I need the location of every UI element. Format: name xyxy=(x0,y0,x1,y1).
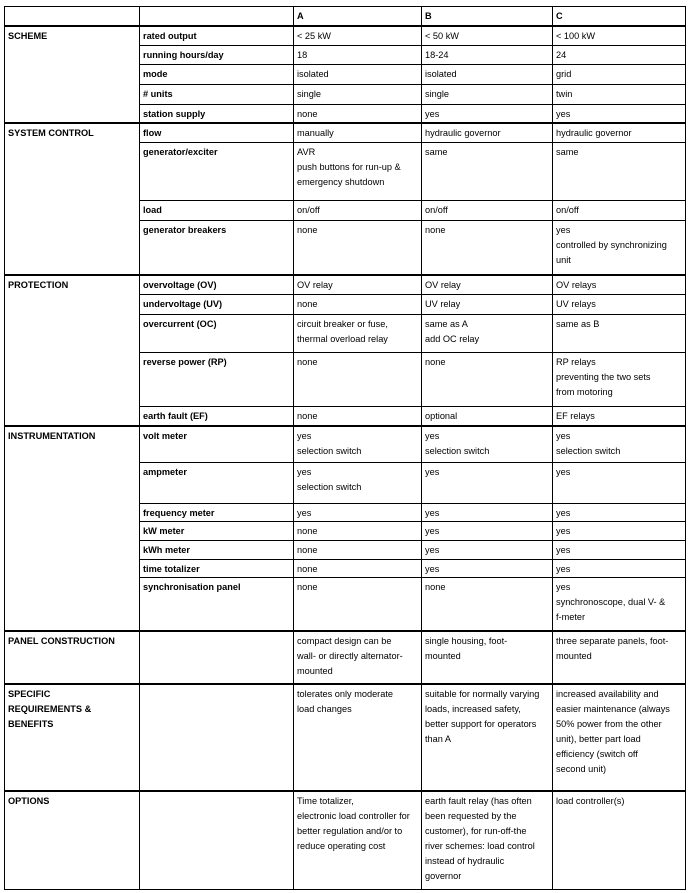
param-cell: flow xyxy=(140,123,294,142)
table-row xyxy=(5,26,686,46)
cell-b: yes xyxy=(422,503,553,522)
cell-b: < 50 kW xyxy=(422,26,553,46)
param-cell xyxy=(140,684,294,791)
category-panel-construction: PANEL CONSTRUCTION xyxy=(5,631,140,685)
cell-b: earth fault relay (has often been requested by the customer), for run-off-the river schemes: load control instead of hydraulic governor xyxy=(422,791,553,890)
cell-c: grid xyxy=(553,65,686,85)
param-cell: earth fault (EF) xyxy=(140,406,294,425)
cell-c: increased availability and easier maintenance (always 50% power from the other unit), better part load efficiency (switch off second unit) xyxy=(553,684,686,791)
cell-c: load controller(s) xyxy=(553,791,686,890)
cell-b: yes selection switch xyxy=(422,426,553,463)
cell-c: same xyxy=(553,143,686,201)
param-cell xyxy=(140,791,294,890)
cell-b: OV relay xyxy=(422,275,553,295)
cell-b: yes xyxy=(422,104,553,123)
cell-a: none xyxy=(294,559,422,578)
cell-b: same xyxy=(422,143,553,201)
header-blank-parameter xyxy=(140,7,294,26)
cell-c: yes xyxy=(553,540,686,559)
table-row xyxy=(5,684,686,791)
cell-a: < 25 kW xyxy=(294,26,422,46)
cell-b: suitable for normally varying loads, increased safety, better support for operators than A xyxy=(422,684,553,791)
cell-c: yes xyxy=(553,104,686,123)
cell-b: hydraulic governor xyxy=(422,123,553,142)
param-cell: volt meter xyxy=(140,426,294,463)
header-blank-category xyxy=(5,7,140,26)
cell-b: 18-24 xyxy=(422,45,553,65)
cell-c: on/off xyxy=(553,201,686,221)
cell-c: twin xyxy=(553,85,686,105)
cell-b: UV relay xyxy=(422,295,553,315)
param-cell: mode xyxy=(140,65,294,85)
cell-b: single xyxy=(422,85,553,105)
param-cell: kWh meter xyxy=(140,540,294,559)
table-row xyxy=(5,275,686,295)
cell-b: yes xyxy=(422,559,553,578)
param-cell: station supply xyxy=(140,104,294,123)
cell-c: OV relays xyxy=(553,275,686,295)
param-cell: overcurrent (OC) xyxy=(140,314,294,352)
param-cell: time totalizer xyxy=(140,559,294,578)
param-cell: ampmeter xyxy=(140,463,294,503)
cell-a: tolerates only moderate load changes xyxy=(294,684,422,791)
cell-a: single xyxy=(294,85,422,105)
cell-b: none xyxy=(422,220,553,275)
header-option-b: B xyxy=(422,7,553,26)
category-protection: PROTECTION xyxy=(5,275,140,426)
table-row xyxy=(5,123,686,142)
cell-a: none xyxy=(294,540,422,559)
param-cell: synchronisation panel xyxy=(140,578,294,631)
category-scheme: SCHEME xyxy=(5,26,140,124)
specification-table xyxy=(4,6,686,890)
cell-b: none xyxy=(422,578,553,631)
cell-a: none xyxy=(294,220,422,275)
cell-c: three separate panels, foot- mounted xyxy=(553,631,686,685)
param-cell: rated output xyxy=(140,26,294,46)
cell-b: isolated xyxy=(422,65,553,85)
cell-a: yes selection switch xyxy=(294,426,422,463)
table-header-row xyxy=(5,7,686,26)
cell-a: none xyxy=(294,578,422,631)
cell-a: none xyxy=(294,295,422,315)
cell-c: yes synchronoscope, dual V- & f-meter xyxy=(553,578,686,631)
cell-a: compact design can be wall- or directly alternator- mounted xyxy=(294,631,422,685)
cell-c: yes xyxy=(553,559,686,578)
cell-c: hydraulic governor xyxy=(553,123,686,142)
cell-a: none xyxy=(294,406,422,425)
cell-b: none xyxy=(422,353,553,407)
header-option-c: C xyxy=(553,7,686,26)
cell-c: RP relays preventing the two sets from motoring xyxy=(553,353,686,407)
category-instrumentation: INSTRUMENTATION xyxy=(5,426,140,631)
cell-a: yes selection switch xyxy=(294,463,422,503)
cell-a: none xyxy=(294,104,422,123)
param-cell: undervoltage (UV) xyxy=(140,295,294,315)
category-options: OPTIONS xyxy=(5,791,140,890)
param-cell: kW meter xyxy=(140,522,294,541)
cell-a: on/off xyxy=(294,201,422,221)
cell-c: yes xyxy=(553,522,686,541)
cell-b: same as A add OC relay xyxy=(422,314,553,352)
cell-a: 18 xyxy=(294,45,422,65)
cell-c: yes xyxy=(553,463,686,503)
cell-a: Time totalizer, electronic load controller for better regulation and/or to reduce operating cost xyxy=(294,791,422,890)
cell-c: yes xyxy=(553,503,686,522)
cell-a: none xyxy=(294,522,422,541)
cell-c: UV relays xyxy=(553,295,686,315)
cell-a: circuit breaker or fuse, thermal overload relay xyxy=(294,314,422,352)
param-cell: load xyxy=(140,201,294,221)
cell-b: optional xyxy=(422,406,553,425)
param-cell: generator/exciter xyxy=(140,143,294,201)
param-cell xyxy=(140,631,294,685)
table-row xyxy=(5,791,686,890)
param-cell: overvoltage (OV) xyxy=(140,275,294,295)
cell-c: EF relays xyxy=(553,406,686,425)
cell-b: single housing, foot- mounted xyxy=(422,631,553,685)
header-option-a: A xyxy=(294,7,422,26)
cell-c: 24 xyxy=(553,45,686,65)
param-cell: frequency meter xyxy=(140,503,294,522)
param-cell: reverse power (RP) xyxy=(140,353,294,407)
cell-c: same as B xyxy=(553,314,686,352)
cell-a: AVR push buttons for run-up & emergency shutdown xyxy=(294,143,422,201)
param-cell: generator breakers xyxy=(140,220,294,275)
cell-c: yes controlled by synchronizing unit xyxy=(553,220,686,275)
cell-a: none xyxy=(294,353,422,407)
param-cell: running hours/day xyxy=(140,45,294,65)
cell-a: yes xyxy=(294,503,422,522)
table-row xyxy=(5,631,686,685)
cell-b: on/off xyxy=(422,201,553,221)
cell-b: yes xyxy=(422,540,553,559)
cell-a: OV relay xyxy=(294,275,422,295)
cell-b: yes xyxy=(422,463,553,503)
category-system-control: SYSTEM CONTROL xyxy=(5,123,140,275)
category-specific-requirements: SPECIFIC REQUIREMENTS & BENEFITS xyxy=(5,684,140,791)
cell-a: isolated xyxy=(294,65,422,85)
cell-c: yes selection switch xyxy=(553,426,686,463)
cell-a: manually xyxy=(294,123,422,142)
cell-c: < 100 kW xyxy=(553,26,686,46)
param-cell: # units xyxy=(140,85,294,105)
cell-b: yes xyxy=(422,522,553,541)
table-row xyxy=(5,426,686,463)
